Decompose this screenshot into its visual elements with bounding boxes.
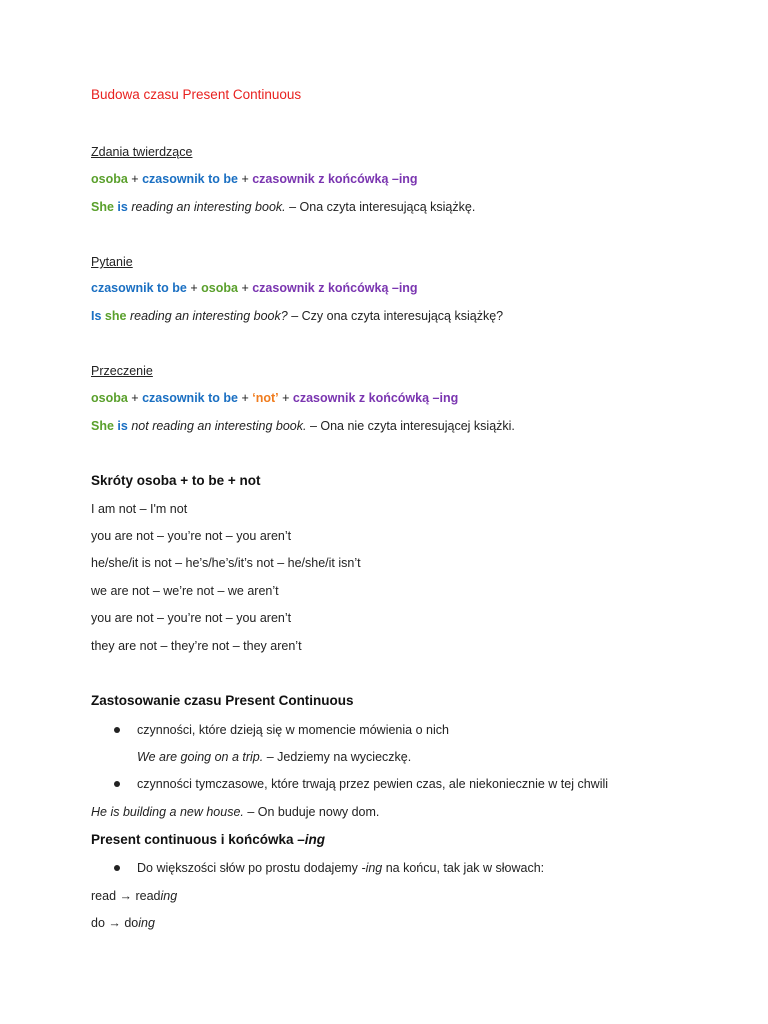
contraction-line: we are not – we’re not – we aren’t [91, 584, 279, 598]
example-subject: She [91, 419, 114, 433]
formula-person: osoba [201, 281, 238, 295]
example-translation: – Jedziemy na wycieczkę. [263, 750, 412, 764]
ing-bullet-text-end: na końcu, tak jak w słowach: [382, 861, 545, 875]
formula-person: osoba [91, 391, 128, 405]
ing-suffix: ing [138, 916, 155, 930]
ing-heading-text: Present continuous i końcówka [91, 832, 298, 847]
example-translation: – On buduje nowy dom. [243, 805, 380, 819]
example-to-be: is [117, 200, 128, 214]
ing-heading [91, 831, 325, 849]
formula-to-be: czasownik to be [91, 281, 187, 295]
formula-plus: + [131, 172, 139, 186]
document-title: Budowa czasu Present Continuous [91, 87, 302, 102]
ing-example-1 [91, 887, 177, 905]
ing-stem: read [135, 889, 161, 903]
example-to-be: is [117, 419, 128, 433]
example-to-be: Is [91, 309, 102, 323]
usage-bullet-1: czynności, które dzieją się w momencie mówienia o nich [137, 723, 449, 737]
negative-formula [91, 389, 458, 407]
contraction-line: they are not – they’re not – they aren’t [91, 639, 302, 653]
example-sentence: reading an interesting book. [131, 200, 286, 214]
formula-ing-verb: czasownik z końcówką –ing [292, 391, 459, 405]
formula-person: osoba [91, 172, 128, 186]
example-sentence: He is building a new house. [91, 805, 244, 819]
ing-base-word: read [91, 889, 117, 903]
example-subject: She [91, 200, 114, 214]
ing-example-2 [91, 914, 155, 932]
ing-heading-suffix: –ing [297, 832, 326, 847]
bullet-dot [114, 727, 120, 733]
affirmative-formula [91, 170, 418, 188]
example-sentence: reading an interesting book? [129, 309, 288, 323]
arrow-right-icon: → [104, 916, 125, 930]
negative-example [91, 417, 515, 435]
affirmative-example [91, 198, 475, 216]
contraction-line: he/she/it is not – he’s/he’s/it’s not – he/she/it isn’t [91, 556, 361, 570]
example-translation: – Ona czyta interesującą książkę. [285, 200, 476, 214]
formula-to-be: czasownik to be [142, 172, 238, 186]
bullet-dot [114, 781, 120, 787]
negative-heading: Przeczenie [91, 364, 153, 378]
arrow-right-icon: → [116, 889, 136, 903]
question-example [91, 307, 503, 325]
example-translation: – Czy ona czyta interesującą książkę? [287, 309, 504, 323]
ing-bullet-text: Do większości słów po prostu dodajemy [137, 861, 362, 875]
formula-plus: + [282, 391, 290, 405]
ing-bullet-suffix: -ing [361, 861, 383, 875]
formula-plus: + [241, 391, 249, 405]
formula-plus: + [241, 281, 249, 295]
affirmative-heading: Zdania twierdzące [91, 145, 193, 159]
usage-bullet-2: czynności tymczasowe, które trwają przez pewien czas, ale niekoniecznie w tej chwili [137, 777, 609, 791]
formula-plus: + [190, 281, 198, 295]
ing-stem: do [124, 916, 139, 930]
example-translation: – Ona nie czyta interesującej książki. [306, 419, 515, 433]
ing-suffix: ing [160, 889, 178, 903]
ing-bullet [137, 859, 544, 877]
example-sentence: We are going on a trip. [137, 750, 264, 764]
contraction-line: you are not – you’re not – you aren’t [91, 611, 292, 625]
question-formula [91, 279, 418, 297]
formula-ing-verb: czasownik z końcówką –ing [252, 172, 418, 186]
usage-example-2 [91, 803, 379, 821]
example-sentence: not reading an interesting book. [131, 419, 307, 433]
question-heading: Pytanie [91, 255, 133, 269]
usage-example-1 [137, 748, 411, 766]
formula-not: ‘not’ [252, 391, 279, 405]
formula-plus: + [131, 391, 139, 405]
usage-heading: Zastosowanie czasu Present Continuous [91, 693, 354, 708]
bullet-dot [114, 865, 120, 871]
example-subject: she [104, 309, 127, 323]
contractions-heading: Skróty osoba + to be + not [91, 473, 261, 488]
formula-plus: + [241, 172, 249, 186]
contraction-line: you are not – you’re not – you aren’t [91, 529, 292, 543]
ing-base-word: do [91, 916, 105, 930]
contraction-line: I am not – I'm not [91, 502, 188, 516]
formula-ing-verb: czasownik z końcówką –ing [252, 281, 418, 295]
formula-to-be: czasownik to be [142, 391, 238, 405]
